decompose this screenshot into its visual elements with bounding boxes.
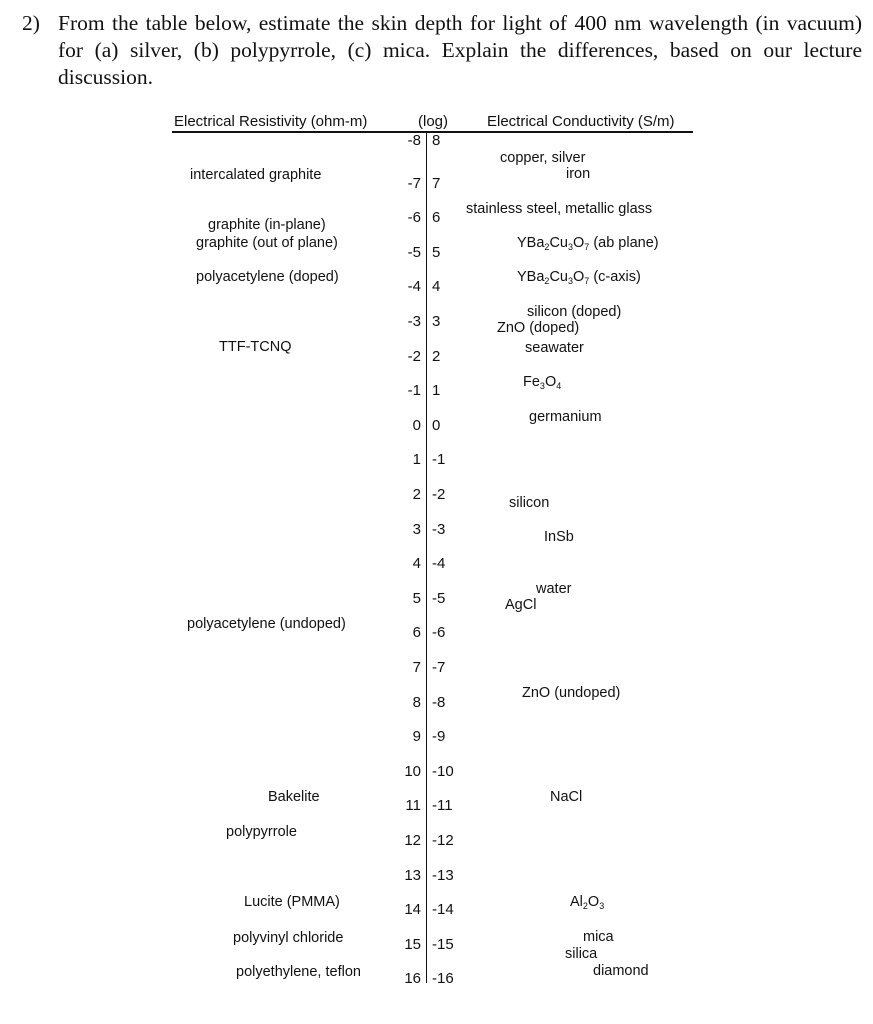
scale-right-value: 0 [432, 417, 441, 434]
scale-left-value: -6 [407, 209, 421, 226]
scale-right-value: -2 [432, 486, 446, 503]
material-stainless-steel: stainless steel, metallic glass [466, 201, 653, 217]
material-silicon: silicon [509, 495, 550, 511]
material-ybco-c-axis: $YBa_2Cu_3O_7$ (c-axis) [517, 269, 641, 286]
material-polypyrrole: polypyrrole [226, 824, 297, 840]
scale-right-value: -8 [432, 694, 446, 711]
scale-left-value: 9 [412, 728, 421, 745]
header-log: (log) [418, 113, 449, 130]
header-conductivity: Electrical Conductivity (S/m) [487, 113, 675, 130]
scale-right-value: -6 [432, 624, 446, 641]
scale-right-value: 7 [432, 175, 441, 192]
material-insb: InSb [544, 529, 574, 545]
scale-left-value: 14 [404, 901, 421, 918]
material-graphite-in-plane: graphite (in-plane) [208, 217, 326, 233]
material-lucite: Lucite (PMMA) [244, 894, 340, 910]
scale-right-value: -3 [432, 521, 446, 538]
material-mica: mica [583, 929, 614, 945]
material-fe3o4: $Fe_3O_4$ [523, 374, 562, 391]
scale-right-value: 5 [432, 244, 441, 261]
scale-left-value: 0 [412, 417, 421, 434]
material-graphite-out-of-plane: graphite (out of plane) [196, 235, 338, 251]
material-polyacetylene-undoped: polyacetylene (undoped) [187, 616, 346, 632]
scale-right-value: -5 [432, 590, 446, 607]
scale-right-value: -9 [432, 728, 446, 745]
scale-left-value: 4 [412, 555, 421, 572]
header-resistivity: Electrical Resistivity (ohm-m) [174, 113, 368, 130]
material-diamond: diamond [593, 963, 649, 979]
scale-left-value: -7 [407, 175, 421, 192]
scale-left-value: 13 [404, 867, 421, 884]
scale-left-value: -8 [407, 132, 421, 149]
material-silicon-doped: silicon (doped) [527, 304, 622, 320]
scale-left-value: 12 [404, 832, 421, 849]
scale-right-value: -15 [432, 936, 454, 953]
scale-left-value: 10 [404, 763, 421, 780]
material-polyvinyl-chloride: polyvinyl chloride [233, 930, 344, 946]
scale-left-value: 3 [412, 521, 421, 538]
scale-right-value: -16 [432, 970, 454, 987]
scale-left-value: 1 [412, 451, 421, 468]
material-al2o3: $Al_2O_3$ [570, 894, 605, 911]
scale-right-value: -10 [432, 763, 454, 780]
scale-right-value: -7 [432, 659, 446, 676]
scale-left-value: 15 [404, 936, 421, 953]
question-text: From the table below, estimate the skin depth for light of 400 nm wavelength (in vacuum) for (a) silver, (b) polypyrrole, (c) mica. Explain the differences, based on our lecture discussion. [58, 11, 862, 89]
scale-left-value: 11 [405, 797, 421, 814]
scale-right-value: -12 [432, 832, 454, 849]
material-agcl: AgCl [505, 597, 537, 613]
material-polyethylene-teflon: polyethylene, teflon [236, 964, 361, 980]
scale-right-value: -13 [432, 867, 454, 884]
material-zno-undoped: ZnO (undoped) [522, 685, 621, 701]
material-nacl: NaCl [550, 789, 583, 805]
scale-right-value: 3 [432, 313, 441, 330]
scale-right-value: -14 [432, 901, 454, 918]
material-germanium: germanium [529, 409, 602, 425]
scale-left-value: -3 [407, 313, 421, 330]
scale-right-value: 8 [432, 132, 441, 149]
scale-right-value: -1 [432, 451, 446, 468]
scale-right-value: 2 [432, 348, 441, 365]
scale-right-value: 1 [432, 382, 441, 399]
question-number: 2) [22, 11, 40, 35]
scale-left-value: -5 [407, 244, 421, 261]
material-water: water [536, 581, 572, 597]
scale-left-value: 8 [412, 694, 421, 711]
scale-left-value: 5 [412, 590, 421, 607]
material-zno-doped: ZnO (doped) [497, 320, 580, 336]
scale-left-value: 16 [404, 970, 421, 987]
scale-right-value: 4 [432, 278, 441, 295]
material-intercalated-graphite: intercalated graphite [190, 167, 322, 183]
material-silica: silica [565, 946, 598, 962]
material-bakelite: Bakelite [268, 789, 320, 805]
scale-right-value: 6 [432, 209, 441, 226]
material-iron: iron [566, 166, 591, 182]
material-ybco-ab-plane: $YBa_2Cu_3O_7$ (ab plane) [517, 235, 659, 252]
material-seawater: seawater [525, 340, 584, 356]
scale-divider [426, 133, 427, 983]
scale-left-value: 6 [412, 624, 421, 641]
scale-left-value: -2 [407, 348, 421, 365]
scale-left-value: -4 [407, 278, 421, 295]
scale-left-value: 7 [412, 659, 421, 676]
scale-right-value: -4 [432, 555, 446, 572]
material-copper-silver: copper, silver [500, 150, 586, 166]
material-ttf-tcnq: TTF-TCNQ [219, 339, 292, 355]
scale-left-value: 2 [412, 486, 421, 503]
material-polyacetylene-doped: polyacetylene (doped) [196, 269, 339, 285]
scale-left-value: -1 [407, 382, 421, 399]
scale-right-value: -11 [432, 797, 453, 814]
